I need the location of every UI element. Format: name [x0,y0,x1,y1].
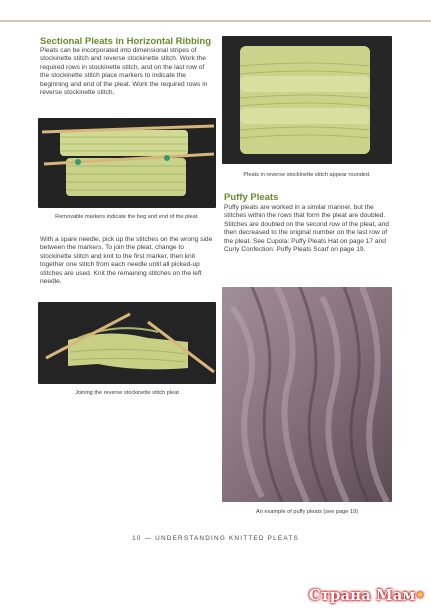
caption-markers: Removable markers indicate the beg and end of the pleat. [55,214,199,220]
intro-paragraph: Pleats can be incorporated into dimensional stripes of stockinette stitch and reverse stockinette stitch. Work the required rows in stockinette stitch, and on the last row of the stockinette stitch place markers to indicate the beginning and end of the pleat. Work the required rows in reverse stockinette stitch. [40,47,208,97]
puffy-paragraph: Puffy pleats are worked in a similar manner, but the stitches within the rows that form the pleat are doubled. Stitches are doubled on the second row of the pleat, and then decreased to the original number on the last row of the pleat. See Cupola: Puffy Pleats Hat on page 17 and Curly Confection: Puffy Pleats Scarf on page 19. [224,204,389,254]
photo-reverse-stockinette-pleats [222,36,392,164]
watermark-text: Страна Мам [308,586,416,604]
watermark-logo [309,586,425,604]
caption-rounded-pleats: Pleats in reverse stockinette stitch appear rounded. [243,172,371,178]
caption-joining: Joining the reverse stockinette stitch pleat [75,390,179,396]
top-rule [0,20,431,22]
join-paragraph: With a spare needle, pick up the stitches on the wrong side between the markers. To join the pleat, change to stockinette stitch and knit to the first marker, then knit together one stitch from each needle until all picked-up stitches are used. Knit the remaining stitches on the left needle. [40,236,213,286]
caption-puffy-example: An example of puffy pleats (see page 19) [256,509,358,515]
photo-joining-pleat [38,302,216,384]
photo-puffy-pleats-scarf [222,287,392,502]
page-footer: 10 — UNDERSTANDING KNITTED PLEATS [132,535,299,542]
section-heading-puffy-pleats: Puffy Pleats [224,192,279,203]
photo-markers-knitting [38,118,216,208]
section-heading-sectional-pleats: Sectional Pleats in Horizontal Ribbing [40,36,212,47]
watermark-dot-icon: • [415,586,425,604]
